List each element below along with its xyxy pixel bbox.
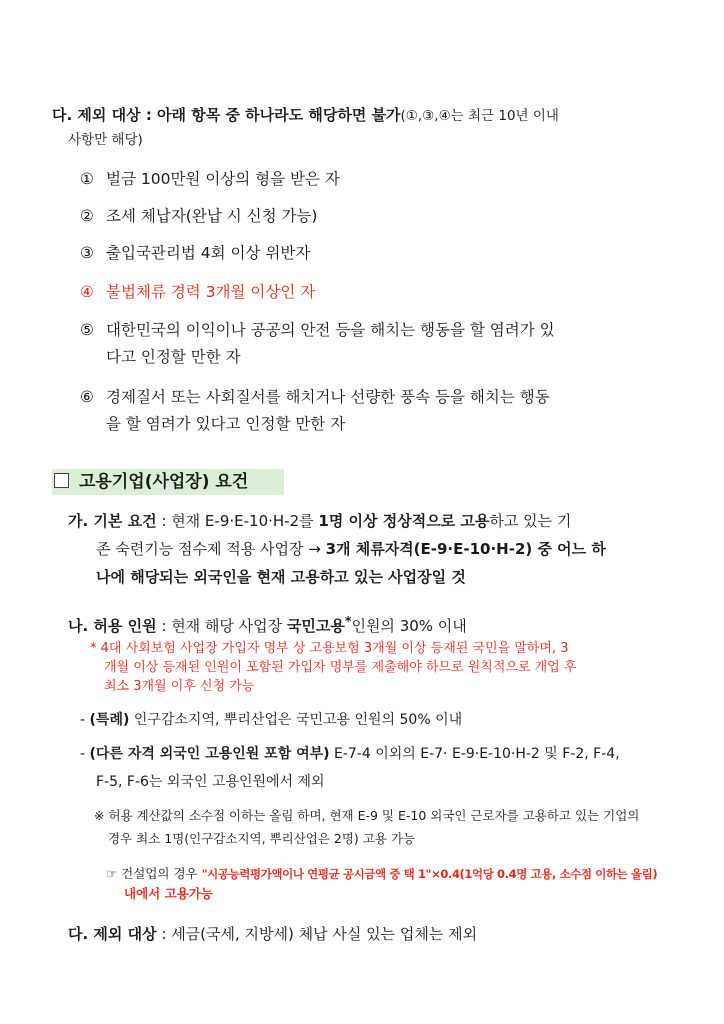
allowed-colon: : xyxy=(156,617,172,635)
basic-text-e: 3개 체류자격(E-9·E-10·H-2) 중 어느 하 xyxy=(325,540,606,558)
allowed-text-c: 인원의 30% 이내 xyxy=(351,617,467,635)
item-number: ④ xyxy=(80,283,94,301)
section-title-box xyxy=(52,469,284,495)
basic-requirement-line1 xyxy=(68,507,571,535)
exclusion-item-2 xyxy=(80,203,317,229)
exclusion-item-6-cont: 을 할 염려가 있다고 인정할 만한 자 xyxy=(106,415,346,433)
item-number: ① xyxy=(80,170,94,188)
exclusion-heading-label: 다. 제외 대상 : xyxy=(52,106,158,124)
item-text: 불법체류 경력 3개월 이상인 자 xyxy=(106,283,316,301)
exclusion-item-4 xyxy=(80,279,315,305)
calc-note-line1: ※ 허용 계산값의 소수점 이하는 올림 하며, 현재 E-9 및 E-10 외국인 근로자를 고용하고 있는 기업의 xyxy=(94,808,640,823)
exclusion2-colon: : xyxy=(156,925,172,943)
exclusion-item-6 xyxy=(80,384,550,410)
exclusion2-label: 다. 제외 대상 xyxy=(68,925,157,943)
allowed-label: 나. 허용 인원 xyxy=(68,617,157,635)
basic-requirement-line2 xyxy=(96,535,606,563)
allowed-text-b: 국민고용 xyxy=(286,617,345,635)
exclusion-heading-note2: 사항만 해당) xyxy=(68,132,143,148)
construction-prefix: ☞ 건설업의 경우 xyxy=(106,866,202,881)
exclusion-heading-bold: 아래 항목 중 하나라도 해당하면 불가 xyxy=(157,106,401,124)
item-number: ③ xyxy=(80,244,94,262)
special-text: 인구감소지역, 뿌리산업은 국민고용 인원의 50% 이내 xyxy=(129,712,463,728)
allowed-note-line3: 최소 3개월 이후 신청 가능 xyxy=(104,679,255,694)
allowed-note-line2: 개월 이상 등재된 인원이 포함된 가입자 명부를 제출해야 하므로 원칙적으로 개업 후 xyxy=(104,660,577,675)
exclusion-heading xyxy=(52,104,692,127)
other-status-line1: - (다른 자격 외국인 고용인원 포함 여부) E-7-4 이외의 E-7· E-9·E-10·H-2 및 F-2, F-4, xyxy=(80,746,620,762)
basic-text-a: 현재 E-9·E-10·H-2를 xyxy=(171,512,319,530)
other-text: E-7-4 이외의 E-7· E-9·E-10·H-2 및 F-2, F-4, xyxy=(329,746,620,762)
basic-text-c: 하고 있는 기 xyxy=(489,512,572,530)
exclusion-item-5-cont: 다고 인정할 만한 자 xyxy=(106,348,241,366)
basic-text-b: 1명 이상 정상적으로 고용 xyxy=(318,512,490,530)
basic-requirement-line3: 나에 해당되는 외국인을 현재 고용하고 있는 사업장일 것 xyxy=(96,568,466,586)
construction-formula: "시공능력평가액이나 연평균 공시금액 중 택 1"×0.4(1억당 0.4명 고용, 소수점 이하는 올림) xyxy=(201,867,658,881)
exclusion2-text: 세금(국세, 지방세) 체납 사실 있는 업체는 제외 xyxy=(171,925,478,943)
calc-note-line2: 경우 최소 1명(인구감소지역, 뿌리산업은 2명) 고용 가능 xyxy=(108,831,416,846)
item-text: 대한민국의 이익이나 공공의 안전 등을 해치는 행동을 할 염려가 있 xyxy=(106,321,555,339)
exclusion-heading-note: (①,③,④는 최근 10년 이내 xyxy=(400,108,559,124)
section-title: 고용기업(사업장) 요건 xyxy=(79,472,249,492)
allowed-note-line1: * 4대 사회보험 사업장 가입자 명부 상 고용보험 3개월 이상 등재된 국민을 말하며, 3 xyxy=(90,641,569,656)
allowed-headcount-line xyxy=(68,607,467,640)
checkbox-square-icon xyxy=(54,473,69,488)
other-status-line2: F-5, F-6는 외국인 고용인원에서 제외 xyxy=(96,774,325,790)
item-text: 벌금 100만원 이상의 형을 받은 자 xyxy=(106,170,340,188)
basic-label: 가. 기본 요건 xyxy=(68,512,157,530)
allowed-text-a: 현재 해당 사업장 xyxy=(171,617,287,635)
item-number: ② xyxy=(80,207,94,225)
footnote-marker: * xyxy=(344,613,352,628)
special-case-line: - (특례) 인구감소지역, 뿌리산업은 국민고용 인원의 50% 이내 xyxy=(80,712,463,728)
construction-note-line2: 내에서 고용가능 xyxy=(124,886,213,901)
construction-note-line1 xyxy=(106,864,686,884)
other-label: (다른 자격 외국인 고용인원 포함 여부) xyxy=(89,746,330,762)
item-text: 경제질서 또는 사회질서를 해치거나 선량한 풍속 등을 해치는 행동 xyxy=(106,388,550,406)
basic-text-d: 존 숙련기능 점수제 적용 사업장 → xyxy=(96,540,326,558)
item-number: ⑤ xyxy=(80,321,94,339)
exclusion2-line xyxy=(68,920,477,948)
item-text: 조세 체납자(완납 시 신청 가능) xyxy=(106,207,318,225)
item-text: 출입국관리법 4회 이상 위반자 xyxy=(106,244,311,262)
exclusion-item-5 xyxy=(80,317,555,343)
exclusion-item-3 xyxy=(80,240,310,266)
special-label: (특례) xyxy=(89,712,130,728)
item-number: ⑥ xyxy=(80,388,94,406)
exclusion-item-1 xyxy=(80,166,340,192)
basic-colon: : xyxy=(156,512,172,530)
